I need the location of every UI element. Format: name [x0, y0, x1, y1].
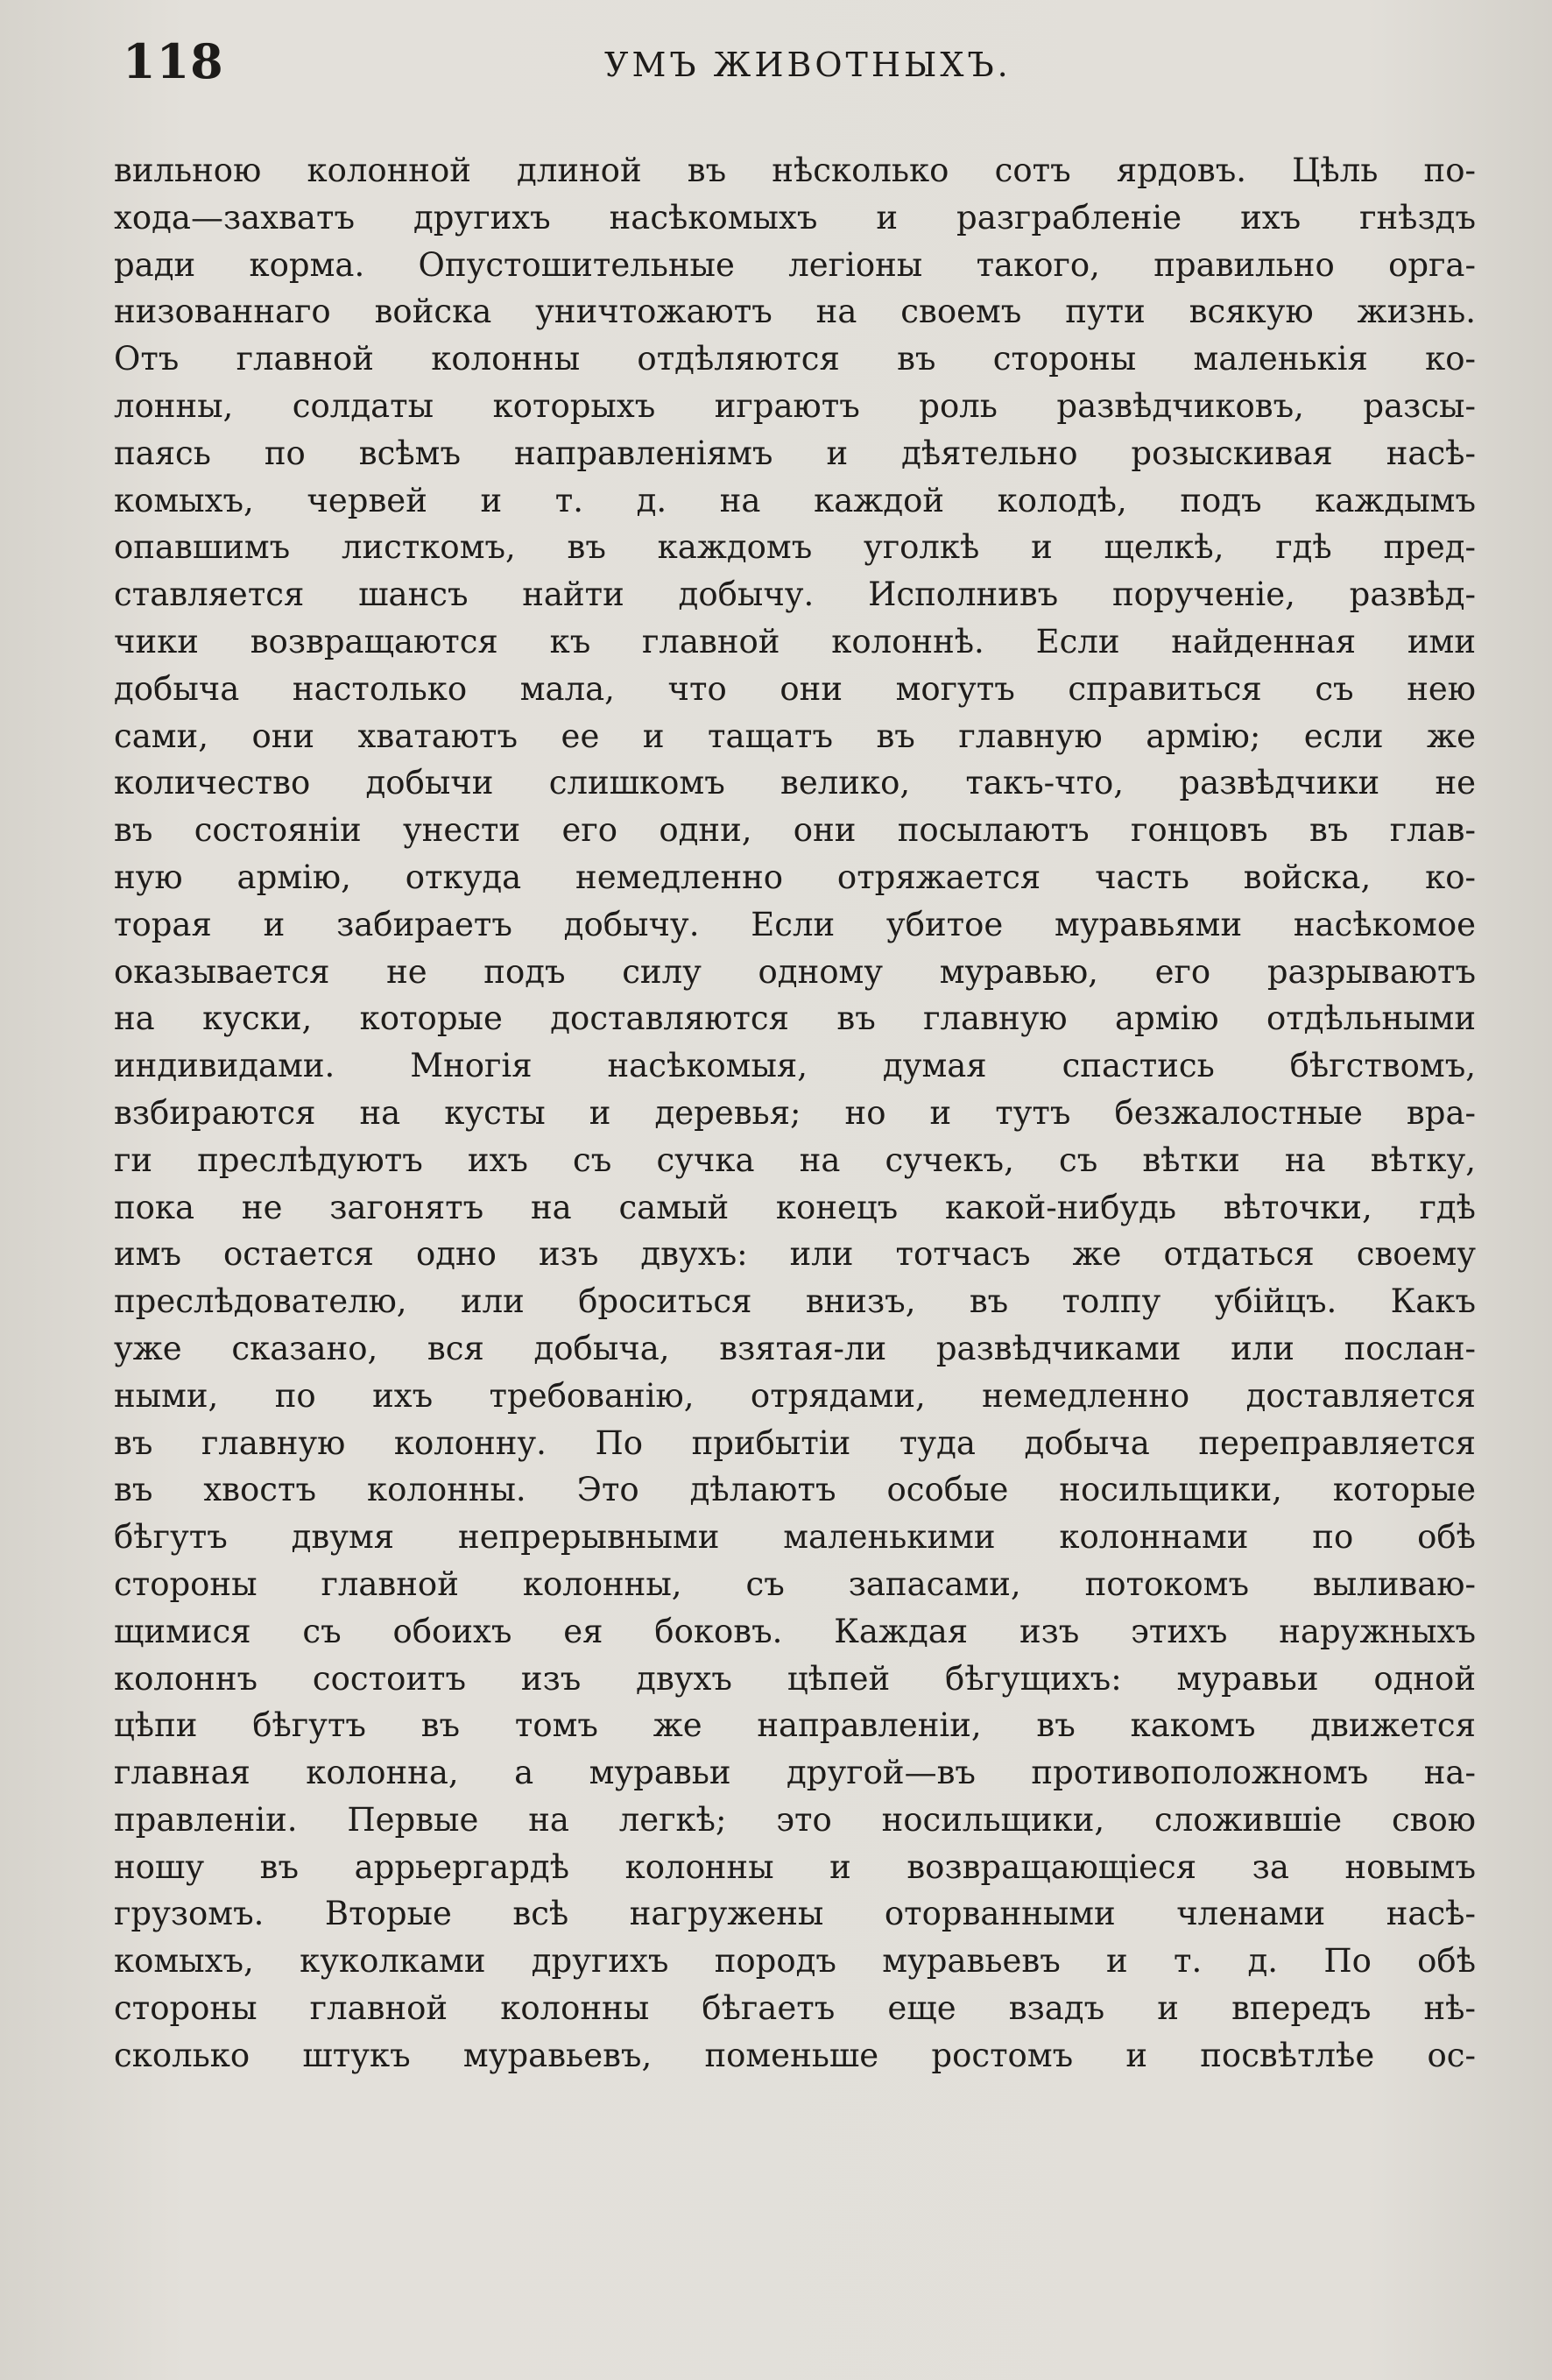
text-line: ради корма. Опустошительные легіоны такого, правильно орга- — [114, 245, 1476, 284]
text-line: ными, по ихъ требованію, отрядами, немедленно доставляется — [114, 1376, 1476, 1415]
text-line: комыхъ, червей и т. д. на каждой колодѣ, подъ каждымъ — [114, 481, 1476, 519]
text-line: стороны главной колонны бѣгаетъ еще взадъ и впередъ нѣ- — [114, 1989, 1476, 2028]
text-line: взбираются на кусты и деревья; но и тутъ безжалостные вра- — [114, 1093, 1476, 1132]
text-line: въ состояніи унести его одни, они посылаютъ гонцовъ въ глав- — [114, 811, 1476, 850]
text-line: правленіи. Первые на легкѣ; это носильщики, сложившіе свою — [114, 1800, 1476, 1839]
text-line: ную армію, откуда немедленно отряжается часть войска, ко- — [114, 858, 1476, 896]
text-line: вильною колонной длиной въ нѣсколько сотъ ярдовъ. Цѣль по- — [114, 152, 1476, 189]
body-text — [114, 147, 1476, 2080]
text-line: Отъ главной колонны отдѣляются въ стороны маленькія ко- — [114, 340, 1476, 378]
running-head: УМЪ ЖИВОТНЫХЪ. — [604, 46, 1012, 84]
text-line: хода—захватъ другихъ насѣкомыхъ и разграбленіе ихъ гнѣздъ — [114, 198, 1476, 237]
text-line: торая и забираетъ добычу. Если убитое муравьями насѣкомое — [114, 905, 1476, 943]
text-line: паясь по всѣмъ направленіямъ и дѣятельно розыскивая насѣ- — [114, 434, 1476, 472]
page-header — [123, 33, 1463, 103]
text-line: лонны, солдаты которыхъ играютъ роль развѣдчиковъ, разсы- — [114, 386, 1476, 425]
text-line: ги преслѣдуютъ ихъ съ сучка на сучекъ, съ вѣтки на вѣтку, — [114, 1141, 1476, 1179]
text-line: колоннъ состоитъ изъ двухъ цѣпей бѣгущихъ: муравьи одной — [114, 1659, 1476, 1698]
text-line: пока не загонятъ на самый конецъ какой-нибудь вѣточки, гдѣ — [114, 1188, 1476, 1226]
text-line: чики возвращаются къ главной колоннѣ. Если найденная ими — [114, 622, 1476, 660]
text-line: стороны главной колонны, съ запасами, потокомъ выливаю- — [114, 1564, 1476, 1603]
text-line: ношу въ аррьергардѣ колонны и возвращающіеся за новымъ — [114, 1847, 1476, 1886]
text-line: въ хвостъ колонны. Это дѣлаютъ особые носильщики, которые — [114, 1471, 1476, 1509]
text-line: индивидами. Многія насѣкомыя, думая спастись бѣгствомъ, — [114, 1047, 1476, 1085]
page-number: 118 — [123, 33, 224, 89]
text-line: уже сказано, вся добыча, взятая-ли развѣдчиками или послан- — [114, 1329, 1476, 1367]
text-line: грузомъ. Вторые всѣ нагружены оторванными членами насѣ- — [114, 1895, 1476, 1933]
text-line: имъ остается одно изъ двухъ: или тотчасъ же отдаться своему — [114, 1235, 1476, 1274]
text-line: на куски, которые доставляются въ главную армію отдѣльными — [114, 999, 1476, 1038]
text-line: сколько штукъ муравьевъ, поменьше ростомъ и посвѣтлѣе ос- — [114, 2036, 1476, 2074]
text-line: количество добычи слишкомъ велико, такъ-что, развѣдчики не — [114, 764, 1476, 802]
text-line: добыча настолько мала, что они могутъ справиться съ нею — [114, 669, 1476, 708]
text-line: комыхъ, куколками другихъ породъ муравьевъ и т. д. По обѣ — [114, 1942, 1476, 1981]
text-line: низованнаго войска уничтожаютъ на своемъ пути всякую жизнь. — [114, 293, 1476, 331]
text-line: опавшимъ листкомъ, въ каждомъ уголкѣ и щелкѣ, гдѣ пред- — [114, 528, 1476, 567]
text-line: цѣпи бѣгутъ въ томъ же направленіи, въ какомъ движется — [114, 1706, 1476, 1745]
text-line: преслѣдователю, или броситься внизъ, въ толпу убійцъ. Какъ — [114, 1282, 1476, 1321]
text-line: оказывается не подъ силу одному муравью, его разрываютъ — [114, 952, 1476, 991]
text-line: бѣгутъ двумя непрерывными маленькими колоннами по обѣ — [114, 1518, 1476, 1557]
text-line: ставляется шансъ найти добычу. Исполнивъ порученіе, развѣд- — [114, 576, 1476, 614]
text-line: щимися съ обоихъ ея боковъ. Каждая изъ этихъ наружныхъ — [114, 1612, 1476, 1650]
text-line: сами, они хватаютъ ее и тащатъ въ главную армію; если же — [114, 717, 1476, 755]
text-line: въ главную колонну. По прибытіи туда добыча переправляется — [114, 1423, 1476, 1462]
text-line: главная колонна, а муравьи другой—въ противоположномъ на- — [114, 1754, 1476, 1792]
